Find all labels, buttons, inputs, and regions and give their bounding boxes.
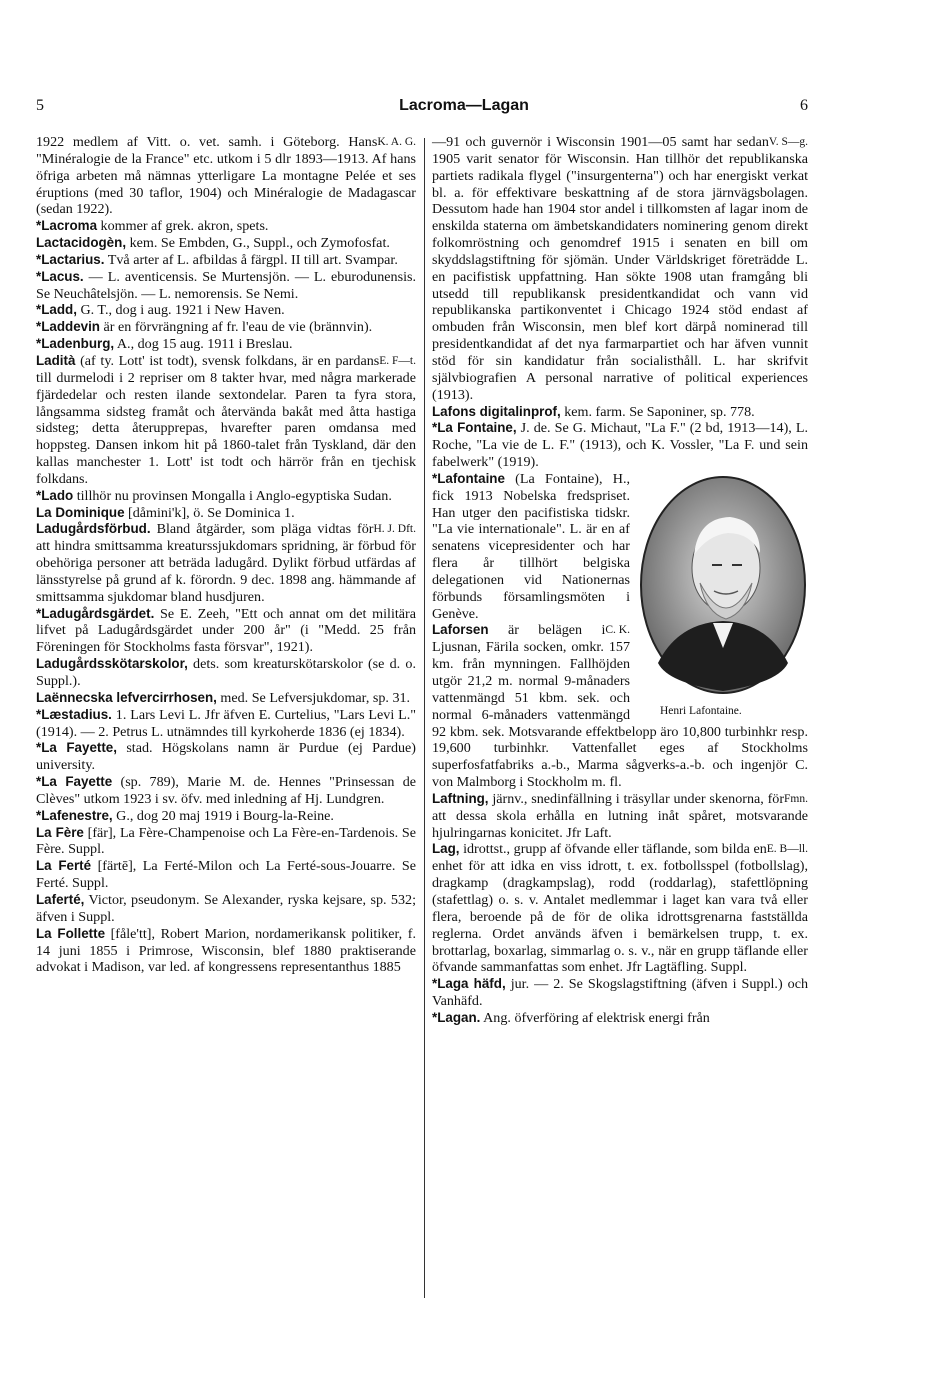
entry-headword: La Dominique <box>36 504 125 520</box>
dictionary-entry <box>36 740 416 774</box>
entry-text: Två arter af L. afbildas å färgpl. II till art. Svampar. <box>104 251 398 268</box>
entry-text: Ang. öfverföring af elektrisk energi från <box>480 1009 710 1026</box>
entry-text: är belägen i Ljusnan, Färila socken, omkr. 157 km. från mynningen. Fallhöjden utgör 21,2 m. normal 9-månaders vattenmängd 51 kbm. sek. och normal 6-månaders vattenmängd 92 kbm. sek. Motsvarande effektbelopp äro 10,800 turbinhkr resp. 19,600 turbinhkr. Vattenfallet eges af Stockholms superfosfatfabriks a.-b., Marma sågverks-a.-b. och ingenjör C. von Malmborg i Stockholm m. fl. <box>432 622 808 791</box>
entry-text: idrottst., grupp af öfvande eller täflande, som bilda en enhet för att idka en viss idrott, t. ex. fotbollsspel (fotbollslag), dragkamp (dragkampslag), rodd (roddarlag), stafettlöpning (stafettlag) o. s. v. Antalet medlemmar i laget kan vara två eller flera, beroende på de för de olika idrottsgrenarna fastställda reglerna. Ordet används äfven i bemärkelsen trupp, t. ex. brottarlag, boxarlag, simmarlag o. s. v., när en grupp täflande eller öfvande sammanfattas som enhet. Jfr Lagtäfling. Suppl. <box>432 841 808 976</box>
dictionary-entry <box>432 976 808 1010</box>
entry-text: stad. Högskolans namn är Purdue (ej Pardue) university. <box>36 740 416 774</box>
entry-headword: *Laddevin <box>36 319 100 335</box>
dictionary-entry <box>36 521 416 605</box>
entry-signature: E. B—ll. <box>766 843 808 856</box>
entry-text: J. de. Se G. Michaut, "La F." (2 bd, 1913—14), L. Roche, "La vie de L. F." (1913), och K. Vossler, "La F. und sein fabelwerk" (1919). <box>432 420 808 471</box>
column-divider <box>424 138 425 1298</box>
entry-text: (af ty. Lott' ist todt), svensk folkdans, är en pardans till durmelodi i 2 repriser om 8 takter hvar, med några markerade fjärdedelar och resten ilande sextondelar. Paren ta fyra stora, långsamma sidsteg framåt och återvända bakåt med åtta hastiga sidsteg; detta återupprepas, hvarefter paren omdansa med hoppsteg. Dansen inkom hit på 1860-talet från Tyskland, där den kallas manchester 1. Lott' ist todt och härrör från en tjechisk folkdans. <box>36 352 416 487</box>
entry-text: [fär], La Fère-Champenoise och La Fère-en-Tardenois. Se Fère. Suppl. <box>36 824 416 858</box>
dictionary-entry <box>36 606 416 657</box>
entry-text: kem. farm. Se Saponiner, sp. 778. <box>560 403 755 420</box>
dictionary-entry <box>36 892 416 926</box>
entry-text: järnv., snedinfällning i träsyllar under skenorna, för att dessa skola erhålla en lutning inåt spåret, motsvarande hjulringarnas konicitet. Jfr Laft. <box>432 790 808 841</box>
entry-headword: *La Fayette <box>36 774 113 790</box>
left-column <box>36 134 416 976</box>
entry-headword: Lafons digitalinprof, <box>432 403 561 419</box>
entry-headword: Ladugårdsskötarskolor, <box>36 656 188 672</box>
entry-text: A., dog 15 aug. 1911 i Breslau. <box>114 336 293 353</box>
entry-text: 1922 medlem af Vitt. o. vet. samh. i Göteborg. Hans "Minéralogie de la France" etc. utkom i 5 dlr 1893—1913. Af hans öfriga arbeten må nämnas ytterligare La montagne Pelée et ses éruptions (med 30 taflor, 1904) och Minéralogie de Madagascar (sedan 1922). <box>36 134 416 218</box>
dictionary-entry <box>432 404 808 421</box>
dictionary-entry <box>36 656 416 690</box>
entry-text: — L. aventicensis. Se Murtensjön. — L. eburodunensis. Se Neuchâtelsjön. — L. nemorensis. Se Nemi. <box>36 268 416 302</box>
entry-headword: *Lafenestre, <box>36 807 113 823</box>
entry-text: —91 och guvernör i Wisconsin 1901—05 samt har sedan 1905 varit senator för Wisconsin. Han tillhör det republikanska partiets radikala flygel ("insurgenterna") och har energiskt verkat bl. a. för effektivare beskattning af de stora järnvägsbolagen. Dessutom hade han 1904 stor andel i tillkomsten af lagar inom de enskilda staterna om ämbetskandidaters nominering genom direkt folkomröstning och genomdref 1915 i senaten en bill om skyddslagstiftning för sjömän. Under Världskriget företrädde L. en pacifistisk uppfattning. Han sökte 1908 utan framgång bli utsedd till republikansk presidentkandidat och vann vid republikanska partikonventet i Chicago 1924 stöd endast af ombuden från Wisconsin, men blef kort därpå nominerad till presidentkandidat af det nya farmarpartiet och har äfven vunnit stöd för sin kandidatur från socialisthåll. L. har skrifvit självbiografien A personal narrative of political experiences (1913). <box>432 134 808 403</box>
entry-signature: Fmn. <box>784 792 808 805</box>
dictionary-entry <box>36 235 416 252</box>
entry-headword: *Læstadius. <box>36 706 112 722</box>
entry-text: (La Fontaine), H., fick 1913 Nobelska fredspriset. Han utger den pacifistiska tidskr. "La vie internationale". L. är en af senatens vicepresidenter och har flera år tillhört belgiska delegationen vid Nationernas förbunds församlingsmöten i Genève. <box>432 470 630 622</box>
dictionary-entry <box>36 926 416 977</box>
entry-headword: Lactacidogèn, <box>36 235 127 251</box>
dictionary-entry <box>432 420 808 471</box>
entry-text: är en förvrängning af fr. l'eau de vie (brännvin). <box>100 319 373 336</box>
entry-headword: Laforsen <box>432 622 489 638</box>
portrait-photo <box>638 473 808 698</box>
continued-text <box>432 134 808 404</box>
dictionary-entry <box>432 1010 808 1027</box>
dictionary-entry <box>36 690 416 707</box>
right-column <box>432 134 808 1027</box>
entry-text: [fåle'tt], Robert Marion, nordamerikansk politiker, f. 14 juni 1855 i Primrose, Wisconsin, blef 1880 praktiserande advokat i Madison, var led. af kongressens representanthus 1885 <box>36 925 416 976</box>
entry-text: dets. som kreaturskötarskolor (se d. o. Suppl.). <box>36 656 416 689</box>
entry-signature: H. J. Dft. <box>373 523 416 536</box>
entry-text: Se E. Zeeh, "Ett och annat om det militära lifvet på Ladugårdsgärdet under 200 år" (i "Medd. 25 från Föreningen för Stockholms fasta försvar", 1921). <box>36 605 416 656</box>
entry-headword: *Lafontaine <box>432 470 505 486</box>
entry-text: jur. — 2. Se Skogslagstiftning (äfven i Suppl.) och Vanhäfd. <box>432 976 809 1010</box>
dictionary-entry <box>36 505 416 522</box>
entry-headword: *Lado <box>36 487 74 503</box>
dictionary-entry <box>36 707 416 741</box>
entry-signature: C. K. <box>605 624 630 637</box>
entry-text: (sp. 789), Marie M. de. Hennes "Prinsessan de Clèves" utkom 1923 i sv. öfv. med inledning af Hj. Lundgren. <box>36 774 416 807</box>
dictionary-entry <box>36 353 416 488</box>
entry-headword: La Fère <box>36 824 84 840</box>
entry-headword: Lag, <box>432 841 460 857</box>
entry-headword: *La Fayette, <box>36 740 117 756</box>
entry-headword: *Ladugårdsgärdet. <box>36 605 155 621</box>
entry-headword: La Follette <box>36 925 106 941</box>
entry-headword: Ladugårdsförbud. <box>36 521 151 537</box>
entry-headword: Laënnecska lefvercirrhosen, <box>36 689 217 705</box>
dictionary-entry <box>36 252 416 269</box>
entry-headword: Laftning, <box>432 790 489 806</box>
entry-signature: E. F—t. <box>379 354 416 367</box>
dictionary-entry <box>36 336 416 353</box>
continued-text <box>36 134 416 218</box>
entry-headword: *Lagan. <box>432 1009 481 1025</box>
entry-text: [färtē], La Ferté-Milon och La Ferté-sous-Jouarre. Se Ferté. Suppl. <box>36 858 417 892</box>
entry-text: [dåmini'k], ö. Se Dominica 1. <box>124 504 295 521</box>
dictionary-entry <box>432 841 808 976</box>
entry-headword: *Laga häfd, <box>432 976 506 992</box>
entry-text: kem. Se Embden, G., Suppl., och Zymofosfat. <box>126 235 390 252</box>
entry-text: 1. Lars Levi L. Jfr äfven E. Curtelius, "Lars Levi L." (1914). — 2. Petrus L. utnämndes till kyrkoherde 1836 (ej 1834). <box>36 706 416 740</box>
dictionary-entry <box>36 825 416 859</box>
entry-text: Bland åtgärder, som pläga vidtas för att hindra smittsamma kreaturssjukdomars spridning, är förbud för obehöriga personer att beträda ladugård. Dylikt förbud utfärdas af länsstyrelse på grund af k. förordn. 9 dec. 1898 ang. hämmande af smittsamma sjukdomar bland husdjuren. <box>36 521 416 605</box>
entry-headword: *Lacroma <box>36 218 98 234</box>
portrait-figure <box>638 473 808 718</box>
entry-text: tillhör nu provinsen Mongalla i Anglo-egyptiska Sudan. <box>73 487 392 504</box>
page-number-right: 6 <box>800 97 808 114</box>
portrait-caption: Henri Lafontaine. <box>660 704 742 717</box>
entry-text: Victor, pseudonym. Se Alexander, ryska kejsare, sp. 532; äfven i Suppl. <box>36 891 416 925</box>
dictionary-entry <box>36 302 416 319</box>
dictionary-entry <box>36 774 416 808</box>
entry-signature: V. S—g. <box>768 136 808 148</box>
running-title: Lacroma—Lagan <box>399 97 529 114</box>
entry-text: G. T., dog i aug. 1921 i New Haven. <box>76 302 285 319</box>
entry-headword: *Lactarius. <box>36 251 105 267</box>
entry-headword: *La Fontaine, <box>432 420 517 436</box>
entry-text: med. Se Lefversjukdomar, sp. 31. <box>216 689 411 706</box>
dictionary-entry <box>432 791 808 842</box>
entry-headword: Ladità <box>36 352 76 368</box>
dictionary-entry <box>36 319 416 336</box>
dictionary-entry <box>36 808 416 825</box>
dictionary-entry <box>36 858 416 892</box>
entry-text: G., dog 20 maj 1919 i Bourg-la-Reine. <box>112 807 334 824</box>
entry-headword: *Ladd, <box>36 302 77 318</box>
entry-headword: *Lacus. <box>36 268 84 284</box>
dictionary-entry <box>36 488 416 505</box>
entry-headword: *Ladenburg, <box>36 336 115 352</box>
dictionary-entry <box>36 218 416 235</box>
entry-headword: La Ferté <box>36 858 92 874</box>
dictionary-entry <box>36 269 416 303</box>
entry-headword: Laferté, <box>36 891 85 907</box>
entry-text: kommer af grek. akron, spets. <box>97 218 269 235</box>
page-number-left: 5 <box>36 97 44 114</box>
entry-signature: K. A. G. <box>377 136 416 148</box>
